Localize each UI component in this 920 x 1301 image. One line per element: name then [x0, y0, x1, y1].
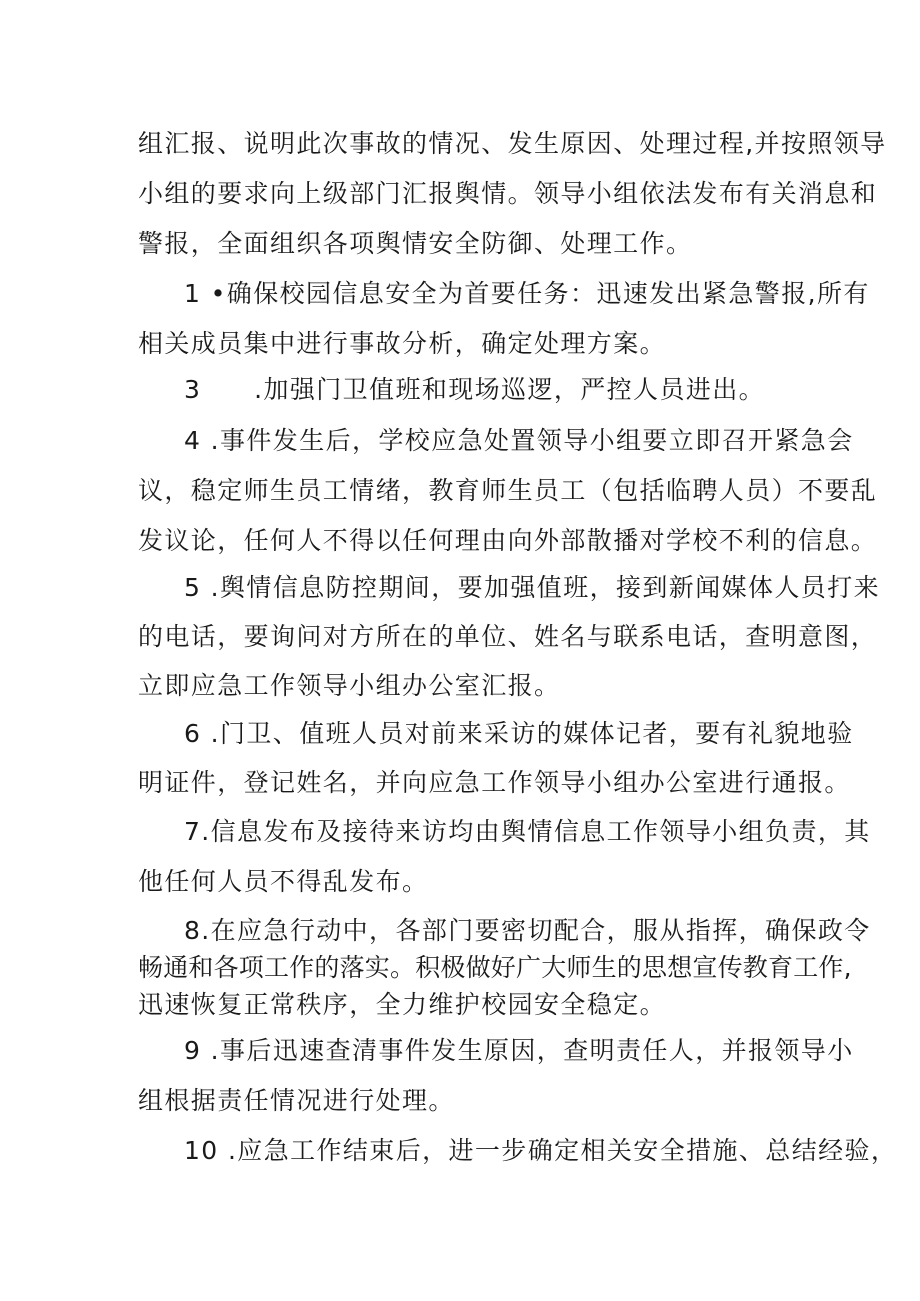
list-item-5-line: 5 .舆情信息防控期间，要加强值班，接到新闻媒体人员打来	[184, 573, 881, 602]
text-line: 立即应急工作领导小组办公室汇报。	[138, 671, 561, 700]
text-line: 迅速恢复正常秩序，全力维护校园安全稳定。	[138, 990, 667, 1019]
list-item-3-line: 3 .加强门卫值班和现场巡逻，严控人员进出。	[184, 375, 766, 404]
text-line: 畅通和各项工作的落实。积极做好广大师生的思想宣传教育工作,	[138, 953, 852, 982]
text-line: 他任何人员不得乱发布。	[138, 867, 429, 896]
text-line: 议，稳定师生员工情绪，教育师生员工（包括临聘人员）不要乱	[138, 476, 878, 505]
text-line: 相关成员集中进行事故分析，确定处理方案。	[138, 329, 667, 358]
text-line: 组汇报、说明此次事故的情况、发生原因、处理过程,并按照领导	[138, 129, 887, 158]
list-item-7-line: 7.信息发布及接待来访均由舆情信息工作领导小组负责，其	[184, 817, 871, 846]
list-item-10-line: 10 .应急工作结束后，进一步确定相关安全措施、总结经验，	[184, 1136, 898, 1165]
text-line: 发议论，任何人不得以任何理由向外部散播对学校不利的信息。	[138, 526, 878, 555]
list-item-4-line: 4 .事件发生后，学校应急处置领导小组要立即召开紧急会	[184, 426, 854, 455]
text-line: 警报，全面组织各项舆情安全防御、处理工作。	[138, 229, 693, 258]
list-item-1-line: 1 •确保校园信息安全为首要任务：迅速发出紧急警报,所有	[184, 279, 870, 308]
list-item-8-line: 8.在应急行动中，各部门要密切配合，服从指挥，确保政令	[184, 916, 871, 945]
text-line: 组根据责任情况进行处理。	[138, 1086, 455, 1115]
text-line: 明证件，登记姓名，并向应急工作领导小组办公室进行通报。	[138, 768, 851, 797]
list-item-6-line: 6 .门卫、值班人员对前来采访的媒体记者，要有礼貌地验	[184, 719, 854, 748]
list-item-9-line: 9 .事后迅速查清事件发生原因，查明责任人，并报领导小	[184, 1036, 854, 1065]
text-line: 小组的要求向上级部门汇报舆情。领导小组依法发布有关消息和	[138, 179, 878, 208]
text-line: 的电话，要询问对方所在的单位、姓名与联系电话，查明意图，	[138, 622, 878, 651]
